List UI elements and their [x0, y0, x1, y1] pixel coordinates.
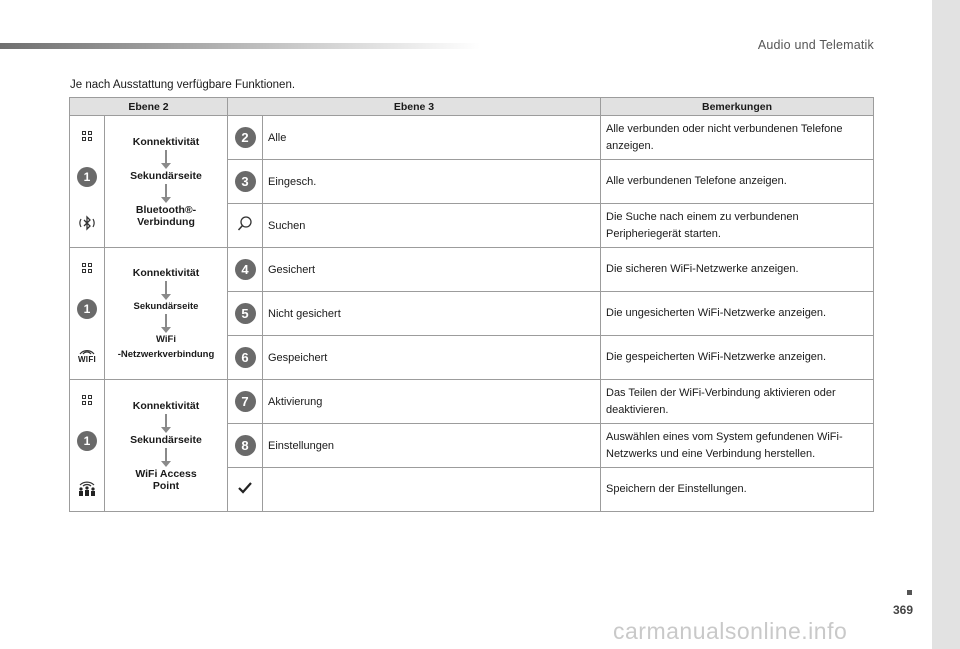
path-step: Sekundärseite	[130, 433, 202, 446]
watermark: carmanualsonline.info	[613, 618, 848, 644]
menu-path	[105, 380, 228, 512]
apps-grid-icon	[82, 131, 92, 141]
apps-grid-icon	[82, 263, 92, 273]
page-number: 369	[893, 603, 914, 617]
step-badge: 1	[77, 299, 97, 319]
right-margin-bar	[932, 0, 960, 649]
intro-text: Je nach Ausstattung verfügbare Funktionen.	[70, 79, 296, 91]
level3-label: Suchen	[263, 204, 601, 248]
step-badge: 4	[235, 259, 256, 280]
note-text: Das Teilen der WiFi-Verbindung aktivieren oder deaktivieren.	[601, 380, 874, 424]
checkmark-icon	[237, 481, 253, 495]
functions-table	[69, 97, 874, 512]
path-step: WiFi Access Point	[135, 467, 197, 492]
search-icon	[236, 215, 254, 233]
group-icons	[70, 380, 105, 512]
page-marker	[907, 590, 912, 595]
step-badge: 1	[77, 167, 97, 187]
path-step: -Netzwerkverbindung	[117, 349, 215, 360]
arrow-down-icon	[165, 448, 167, 462]
path-step: Konnektivität	[132, 267, 200, 279]
apps-grid-icon	[82, 395, 92, 405]
arrow-down-icon	[165, 314, 167, 328]
note-text: Alle verbunden oder nicht verbundenen Telefone anzeigen.	[601, 116, 874, 160]
arrow-down-icon	[165, 281, 167, 295]
note-text: Die gespeicherten WiFi-Netzwerke anzeigen.	[601, 336, 874, 380]
level3-label: Gespeichert	[263, 336, 601, 380]
header-level3: Ebene 3	[228, 98, 601, 116]
menu-path	[105, 116, 228, 248]
header-level2: Ebene 2	[70, 98, 228, 116]
arrow-down-icon	[165, 184, 167, 198]
group-icons	[70, 248, 105, 380]
arrow-down-icon	[165, 414, 167, 428]
step-badge: 5	[235, 303, 256, 324]
table-row	[70, 380, 874, 424]
note-text: Die sicheren WiFi-Netzwerke anzeigen.	[601, 248, 874, 292]
header-notes: Bemerkungen	[601, 98, 874, 116]
wifi-icon	[78, 346, 96, 364]
note-text: Alle verbundenen Telefone anzeigen.	[601, 160, 874, 204]
step-badge: 6	[235, 347, 256, 368]
level3-label: Einstellungen	[263, 424, 601, 468]
step-badge: 7	[235, 391, 256, 412]
step-badge: 3	[235, 171, 256, 192]
level3-label: Gesichert	[263, 248, 601, 292]
level3-label: Eingesch.	[263, 160, 601, 204]
menu-path	[105, 248, 228, 380]
path-step: Konnektivität	[132, 399, 200, 412]
section-title: Audio und Telematik	[757, 38, 874, 52]
level3-label: Aktivierung	[263, 380, 601, 424]
table-row	[70, 116, 874, 160]
bluetooth-icon	[77, 213, 97, 233]
note-text: Speichern der Einstellungen.	[601, 468, 874, 512]
note-text: Die ungesicherten WiFi-Netzwerke anzeigen.	[601, 292, 874, 336]
path-step: Konnektivität	[132, 135, 200, 148]
path-step: WiFi	[156, 334, 176, 345]
path-step: Sekundärseite	[130, 169, 202, 182]
arrow-down-icon	[165, 150, 167, 164]
note-text: Die Suche nach einem zu verbundenen Peripheriegerät starten.	[601, 204, 874, 248]
level3-label: Nicht gesichert	[263, 292, 601, 336]
note-text: Auswählen eines vom System gefundenen WiFi-Netzwerks und eine Verbindung herstellen.	[601, 424, 874, 468]
level3-label: Alle	[263, 116, 601, 160]
table-row	[70, 248, 874, 292]
step-badge: 8	[235, 435, 256, 456]
step-badge: 1	[77, 431, 97, 451]
level3-label	[263, 468, 601, 512]
step-badge: 2	[235, 127, 256, 148]
wifi-hotspot-icon	[77, 477, 97, 497]
group-icons	[70, 116, 105, 248]
header-gradient-bar	[0, 43, 480, 49]
path-step: Bluetooth®-Verbindung	[135, 203, 197, 228]
wifi-icon-label: WIFI	[77, 355, 97, 365]
path-step: Sekundärseite	[133, 301, 199, 312]
